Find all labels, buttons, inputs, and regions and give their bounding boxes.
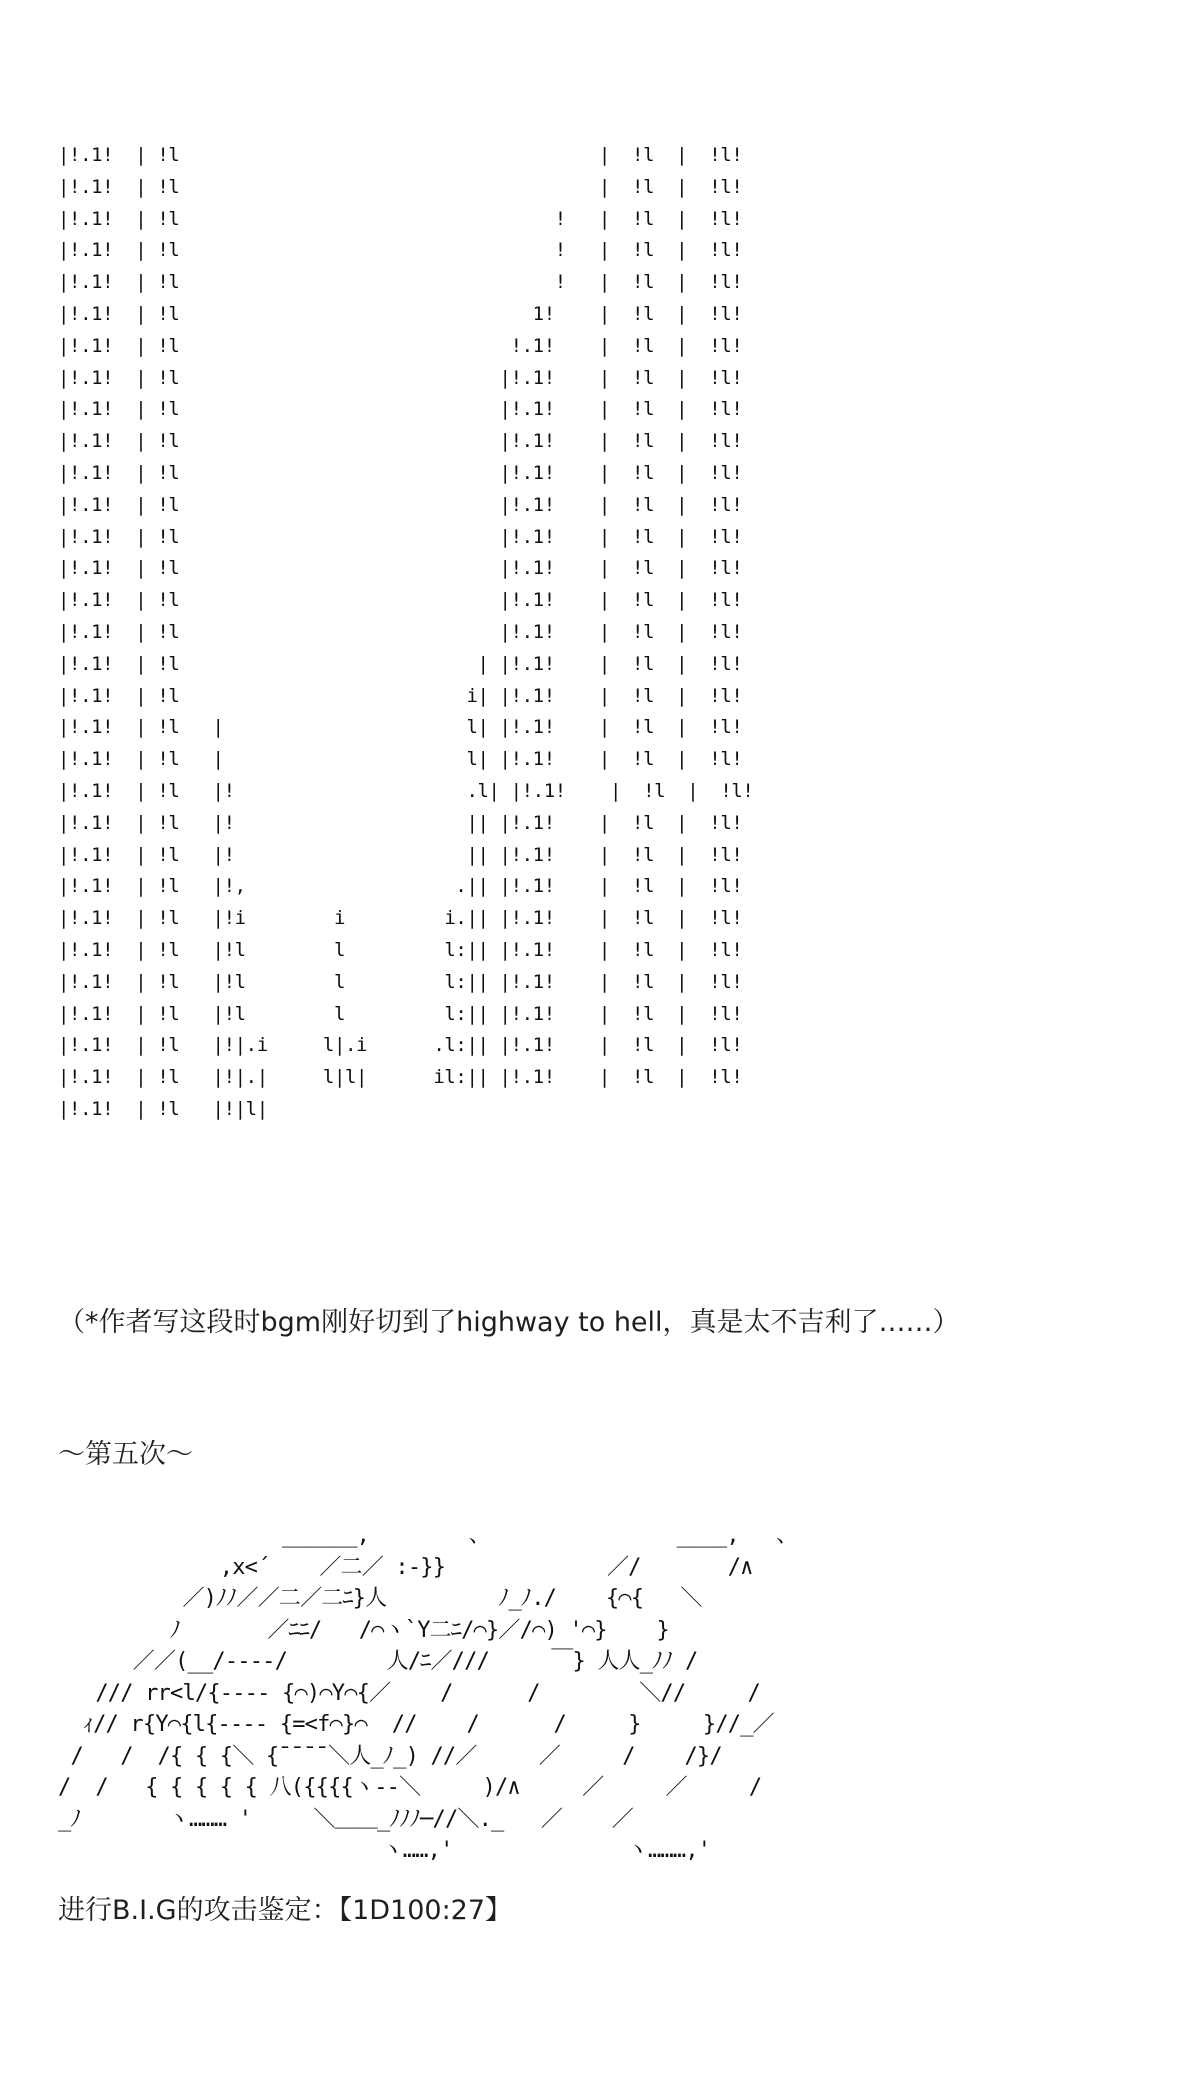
attack-check-result: 进行B.I.G的攻击鉴定：【1D100:27】: [58, 1895, 513, 1926]
ascii-art-towers: |!.1! | !l | !l | !l! |!.1! | !l | !l | !l! |!.1! | !l ! | !l | !l! |!.1! | !l ! | !l | !l! |!.1! | !l ! | !l | !l! |!.1! | !l 1! | !l | !l! |!.1! | !l !.1! | !l | !l! |!.1! | !l |!.1! | !l | !l! |!.1! | !l |!.1! | !l | !l! |!.1! | !l |!.1! | !l | !l! |!.1! | !l |!.1! | !l | !l! |!.1! | !l |!.1! | !l | !l! |!.1! | !l |!.1! | !l | !l! |!.1! | !l |!.1! | !l | !l! |!.1! | !l |!.1! | !l | !l! |!.1! | !l |!.1! | !l | !l! |!.1! | !l | |!.1! | !l | !l! |!.1! | !l i| |!.1! | !l | !l! |!.1! | !l | l| |!.1! | !l | !l! |!.1! | !l | l| |!.1! | !l | !l! |!.1! | !l |! .l| |!.1! | !l | !l! |!.1! | !l |! || |!.1! | !l | !l! |!.1! | !l |! || |!.1! | !l | !l! |!.1! | !l |!, .|| |!.1! | !l | !l! |!.1! | !l |!i i i.|| |!.1! | !l | !l! |!.1! | !l |!l l l:|| |!.1! | !l | !l! |!.1! | !l |!l l l:|| |!.1! | !l | !l! |!.1! | !l |!l l l:|| |!.1! | !l | !l! |!.1! | !l |!|.i l|.i .l:|| |!.1! | !l | !l! |!.1! | !l |!|.| l|l| il:|| |!.1! | !l | !l! |!.1! | !l |!|l|: [58, 144, 754, 1120]
author-note: （*作者写这段时bgm刚好切到了highway to hell，真是太不吉利了……）: [58, 1307, 960, 1338]
ascii-art-creature: ______, 、 ____, 、 ,x<´ ／二／ :-}} ／/ /∧ ／)ﾉﾉ／／二／二ﾆ}人 ﾉ_ﾉ./ {⌒{ ＼ ﾉ ／ﾆﾆ/ /⌒ヽ`Y二ﾆ/⌒}／/⌒) '⌒} } ／／(__/‐‐‐‐/ 人/ﾆ／/// ￣} 人人_ﾉﾉ / /// rr<l/{‐‐‐‐ {⌒)⌒Y⌒{／ / / ＼// / ｨ// r{Y⌒{l{‐‐‐‐ {=<f⌒}⌒ // / / } }//_／ / / /{ { {＼ {¯¯¯¯＼人_ﾉ_) //／ ／ / /}/ / / { { { { { 八({{{{ヽ‐‐＼ )/∧ ／ ／ / _ﾉ ヽ……… ' ＼＿＿_ﾉﾉﾉ─//＼._ ／ ／ ヽ……,' ヽ………,': [58, 1523, 798, 1863]
round-heading: 〜第五次〜: [58, 1439, 193, 1470]
